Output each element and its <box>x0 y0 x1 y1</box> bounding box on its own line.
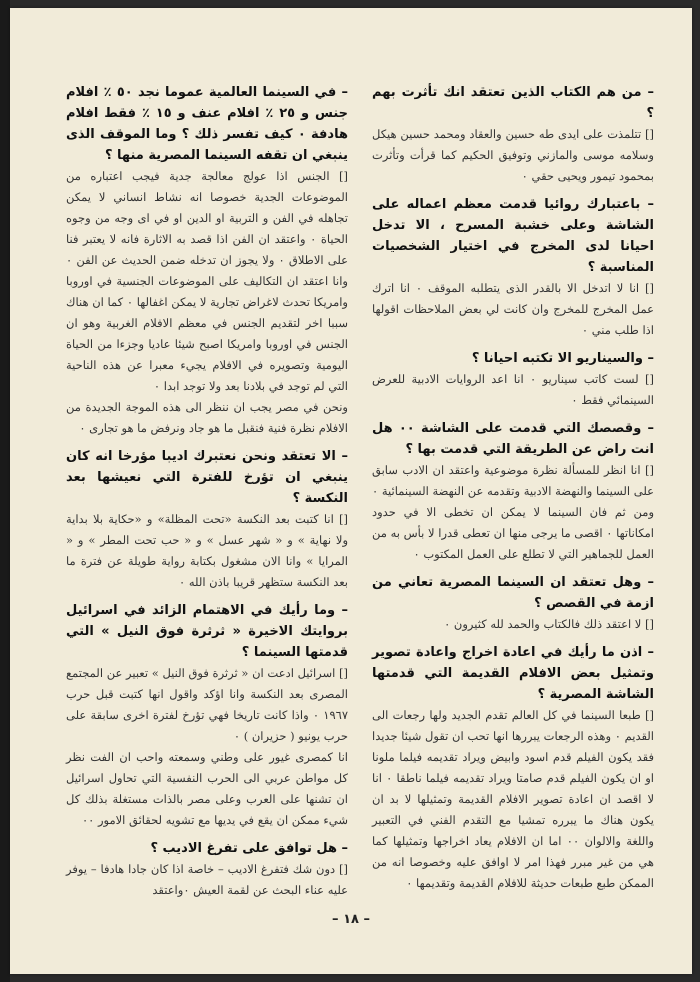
answer: [] لا اعتقد ذلك فالكتاب والحمد لله كثيرون ٠ <box>444 617 654 631</box>
qa-block <box>372 194 654 341</box>
page-number: – ١٨ – <box>332 912 370 927</box>
qa-block <box>372 572 654 635</box>
answer: [] انا كتبت بعد النكسة «تحت المظلة» و «حكاية بلا بداية ولا نهاية » و « شهر عسل » و « حب تحت المطر » و « المرايا » وانا الان مشغول بكتابة رواية طويلة عن فترة ما بعد النكسة ستظهر قريبا باذن الله ٠ <box>66 512 348 589</box>
qa-block <box>66 600 348 831</box>
answer: [] اسرائيل ادعت ان « ثرثرة فوق النيل » تعبير عن المجتمع المصرى بعد النكسة وانا اؤكد واقول انها كتبت قبل حرب ١٩٦٧ ٠ واذا كانت تاريخا فهي تؤرخ لفترة اخرى سابقة على حرب يونيو ( حزيران ) ٠ انا كمصرى غيور على وطني وسمعته واحب ان الفت نظر كل مواطن عربي الى الحرب النفسية التي تحاول اسرائيل ان تشنها على العرب وعلى مصر بالذات مستغلة بذلك كل شيء ممكن ان يقع في يديها مع تشويه لحقائق الامور ٠٠ <box>66 666 349 827</box>
question: – وهل تعتقد ان السينما المصرية تعاني من ازمة في القصص ؟ <box>372 575 654 611</box>
right-column <box>372 82 654 901</box>
question: – هل توافق على تفرغ الاديب ؟ <box>150 841 348 856</box>
question: – وقصصك التي قدمت على الشاشة ٠٠ هل انت راض عن الطريقة التي قدمت بها ؟ <box>372 421 654 457</box>
qa-block <box>372 82 654 187</box>
question: – من هم الكتاب الذين تعتقد انك تأثرت بهم ؟ <box>372 85 654 121</box>
answer: [] انا انظر للمسألة نظرة موضوعية واعتقد ان الادب سابق على السينما والنهضة الادبية وتقدمه عن النهضة السينمائية ٠ ومن ثم فان السينما لا يمكن ان تخطى الا في حدود امكاناتها ٠ اقصى ما يرجى منها ان تعطى قدرا لا بأس به من العمل للجماهير التي لا تطلع على العمل المكتوب ٠ <box>372 463 654 561</box>
question: – والسيناريو الا تكتبه احيانا ؟ <box>471 351 654 366</box>
question: – في السينما العالمية عموما نجد ٥٠ ٪ افلام جنس و ٢٥ ٪ افلام عنف و ١٥ ٪ فقط افلام هادفة ٠ كيف تفسر ذلك ؟ وما الموقف الذى ينبغي ان تقفه السينما المصرية منها ؟ <box>66 85 349 163</box>
qa-block <box>372 418 654 565</box>
question: – اذن ما رأيك في اعادة اخراج واعادة تصوير وتمثيل بعض الافلام القديمة التي قدمتها الشاشة المصرية ؟ <box>372 645 654 702</box>
left-column <box>66 82 348 908</box>
answer: [] تتلمذت على ايدى طه حسين والعقاد ومحمد حسين هيكل وسلامه موسى والمازني وتوفيق الحكيم كما قرأت وتأثرت بمحمود تيمور ويحيى حقي ٠ <box>372 127 654 183</box>
answer: [] لست كاتب سيناريو ٠ انا اعد الروايات الادبية للعرض السينمائي فقط ٠ <box>372 372 654 407</box>
qa-block <box>66 446 348 593</box>
question: – باعتبارك روائيا قدمت معظم اعماله على الشاشة وعلى خشبة المسرح ، الا تدخل احيانا لدى المخرج في اختيار الشخصيات المناسبة ؟ <box>372 197 654 275</box>
question: – وما رأيك في الاهتمام الزائد في اسرائيل بروايتك الاخيرة « ثرثرة فوق النيل » التي قدمتها السينما ؟ <box>66 603 348 660</box>
answer: [] انا لا اتدخل الا بالقدر الذى يتطلبه الموقف ٠ انا اترك عمل المخرج للمخرج وان كانت لي بعض الملاحظات اقولها اذا طلب مني ٠ <box>372 281 654 337</box>
qa-block <box>372 348 654 411</box>
question: – الا تعتقد ونحن نعتبرك اديبا مؤرخا انه كان ينبغي ان تؤرخ للفترة التي نعيشها بعد النكسة ؟ <box>66 449 348 506</box>
answer: [] دون شك فتفرغ الاديب – خاصة اذا كان جادا هادفا – يوفر عليه عناء البحث عن لقمة العيش ٠واعتقد <box>66 862 348 897</box>
magazine-page <box>10 8 692 974</box>
qa-block <box>66 838 348 901</box>
qa-block <box>66 82 348 439</box>
answer: [] الجنس اذا عولج معالجة جدية فيجب اعتباره من الموضوعات الجدية خصوصا انه نشاط انساني لا يمكن تجاهله في الفن و التربية او الدين او في اى وجه من وجوه الحياة ٠ واعتقد ان الفن اذا قصد به الاثارة فانه لا يعتبر فنا على الاطلاق ٠ ولا يجوز ان تدخله ضمن الحديث عن الفن ٠ وانا اعتقد ان التكاليف على الموضوعات الجنسية في اوروبا وامريكا تحدث لاغراض تجارية لا يمكن اغفالها ٠ كما ان هناك سببا اخر لتقديم الجنس في معظم الافلام الغربية وهو ان الجنس في اوروبا وامريكا اصبح شيئا عاديا وجزءا من الحياة اليومية وتصويره في الافلام يجيء معبرا عن هذه الناحية التي لم توجد في بلادنا بعد ولا توجد ابدا ٠ ونحن في مصر يجب ان ننظر الى هذه الموجة الجديدة من الافلام نظرة فنية فنقبل ما هو جاد ونرفض ما هو تجارى ٠ <box>66 169 349 435</box>
scan-edge <box>0 0 10 982</box>
answer: [] طبعا السينما في كل العالم تقدم الجديد ولها رجعات الى القديم ٠ وهذه الرجعات يبررها انها تحب ان تقول شيئا جديدا فقد يكون الفيلم قدم اسود وابيض ويراد تقديمه فيلما ملونا او ان يكون الفيلم قدم صامتا ويراد تقديمه فيلما ناطقا ٠ انا لا اقصد ان اعادة تصوير الافلام القديمة وتمثيلها لا بد ان يكون هناك ما يبرره تمشيا مع التقدم الفني في التعبير واللغة والالوان ٠٠ اما ان الافلام يعاد اخراجها وتمثيلها كما هي من غير مبرر فهذا امر لا اوافق عليه وخصوصا انه من الممكن طبع طبعات حديثة للافلام القديمة وتقديمها ٠ <box>372 708 654 890</box>
qa-block <box>372 642 654 894</box>
